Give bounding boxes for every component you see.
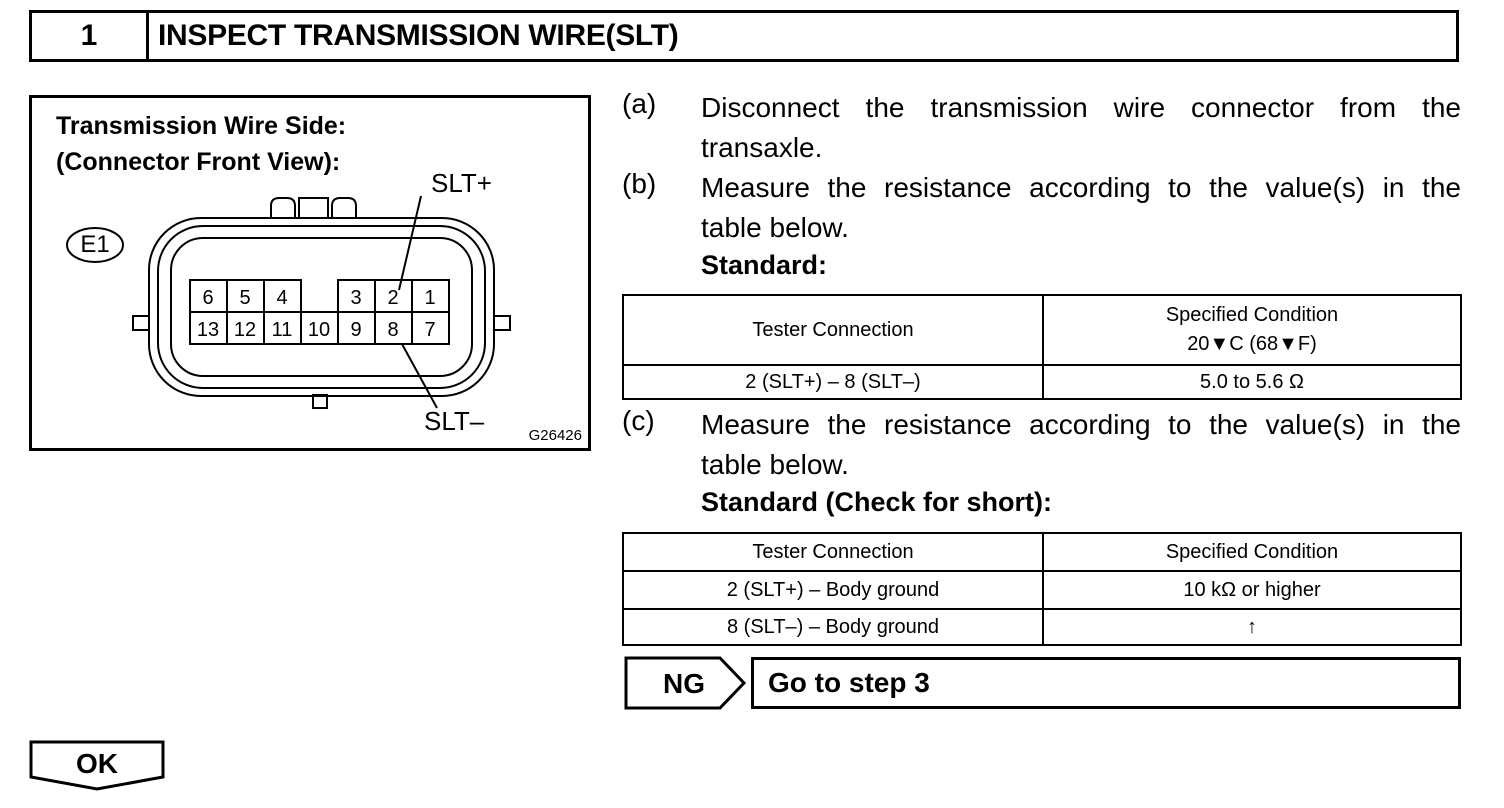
pin-label: 10 (307, 319, 331, 341)
step-number: 1 (32, 13, 149, 59)
resistance-table (622, 294, 1462, 400)
slt-minus-label: SLT– (424, 406, 485, 436)
table2-row2-connection: 8 (SLT–) – Body ground (623, 609, 1043, 645)
figure-title-line1: Transmission Wire Side: (56, 112, 347, 140)
ng-label[interactable]: NG (663, 668, 705, 699)
step-c-line2: table below. (701, 449, 849, 480)
standard-short-label: Standard (Check for short): (701, 487, 1053, 517)
pin-label: 2 (387, 287, 399, 309)
figure-code: G26426 (528, 427, 582, 444)
ok-label[interactable]: OK (76, 748, 118, 779)
pin-label: 6 (202, 287, 214, 309)
table1-row-connection: 2 (SLT+) – 8 (SLT–) (623, 365, 1043, 399)
step-b-line2: table below. (701, 212, 849, 243)
table1-row-condition: 5.0 to 5.6 Ω (1043, 365, 1461, 399)
table-row (623, 571, 1461, 609)
table2-header-condition: Specified Condition (1043, 533, 1461, 571)
step-header (29, 10, 1459, 62)
pin-label: 13 (196, 319, 220, 341)
pin-label: 7 (424, 319, 436, 341)
step-c-line1: Measure the resistance according to the value(s) in the (701, 409, 1461, 440)
table2-row1-condition: 10 kΩ or higher (1043, 571, 1461, 609)
step-c-letter: (c) (622, 405, 655, 436)
table1-header-condition-line1: Specified Condition (1165, 304, 1339, 326)
step-a-line2: transaxle. (701, 132, 823, 163)
step-title: INSPECT TRANSMISSION WIRE(SLT) (158, 19, 679, 52)
standard-label: Standard: (701, 250, 828, 280)
step-b-letter: (b) (622, 168, 657, 199)
step-a-line1: Disconnect the transmission wire connector from the (701, 92, 1461, 123)
table1-header-condition-line2: 20▼C (68▼F) (1187, 333, 1317, 355)
table2-row1-connection: 2 (SLT+) – Body ground (623, 571, 1043, 609)
pin-label: 1 (424, 287, 436, 309)
step-b-line1: Measure the resistance according to the value(s) in the (701, 172, 1461, 203)
step-a-letter: (a) (622, 88, 657, 119)
pin-label: 12 (233, 319, 257, 341)
table1-header-condition (1043, 295, 1461, 365)
table-row (623, 609, 1461, 645)
pin-label: 5 (239, 287, 251, 309)
pin-label: 4 (276, 287, 288, 309)
connector-id-label: E1 (80, 231, 110, 258)
slt-plus-label: SLT+ (431, 168, 492, 198)
pin-label: 9 (350, 319, 362, 341)
table2-header-connection: Tester Connection (623, 533, 1043, 571)
connector-figure (29, 95, 591, 451)
goto-step-box[interactable]: Go to step 3 (751, 657, 1461, 709)
short-check-table (622, 532, 1462, 646)
table1-header-connection: Tester Connection (623, 295, 1043, 365)
figure-title-line2: (Connector Front View): (56, 148, 341, 176)
pin-label: 11 (271, 319, 293, 341)
pin-label: 8 (387, 319, 399, 341)
table2-row2-condition: ↑ (1043, 609, 1461, 645)
pin-label: 3 (350, 287, 362, 309)
